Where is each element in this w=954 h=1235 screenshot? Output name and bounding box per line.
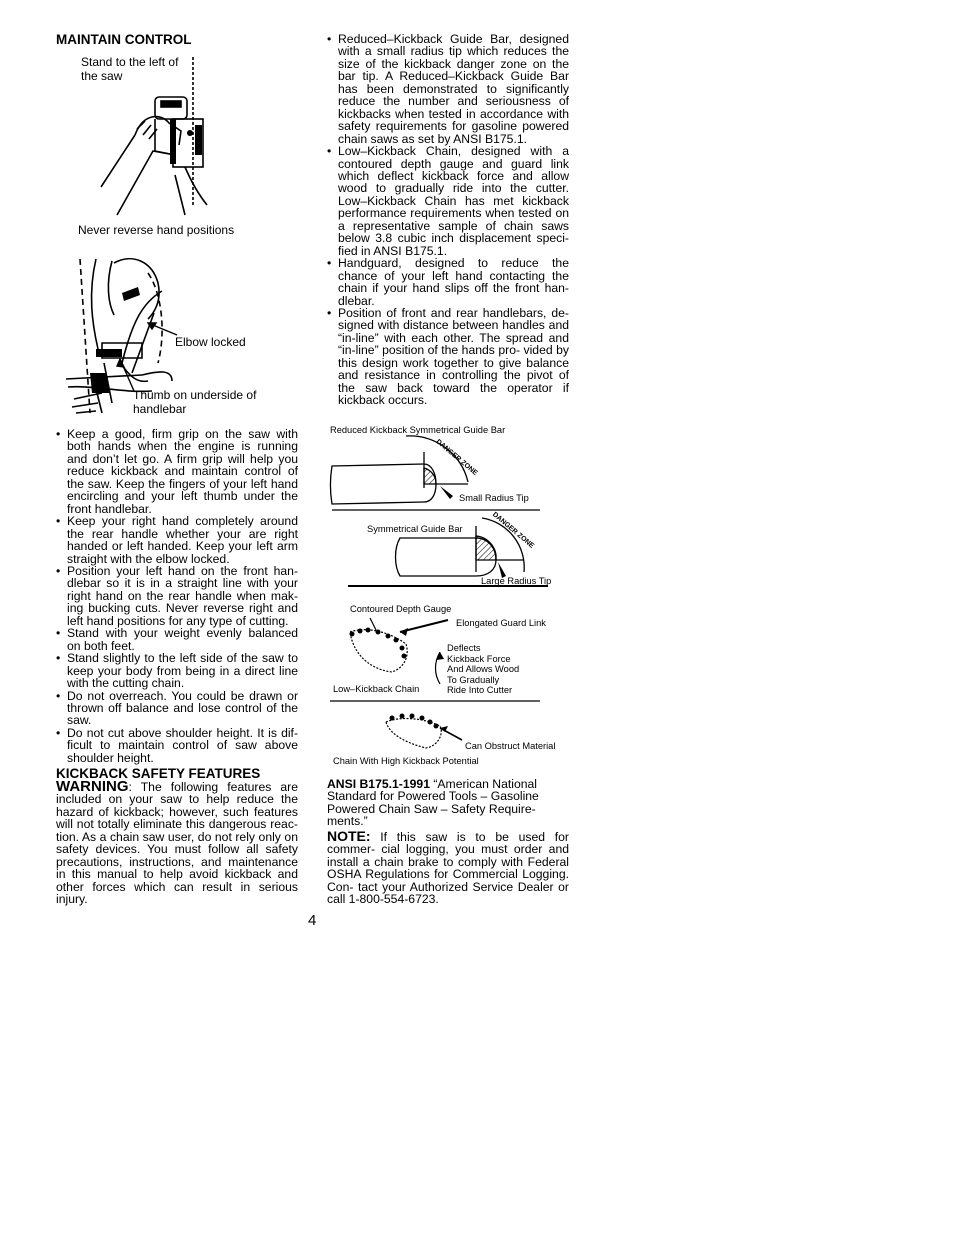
kickback-safety-section bbox=[56, 766, 298, 906]
list-item: • Low–Kickback Chain, designed with a contoured depth gauge and guard link which deflect kickback force and allow wood to gradually ride into the cutter. Low–Kickback Chain has met kickback performance requirements when tested on a representative sample of chain saws below 3.8 cubic inch displacement speci- fied in ANSI B175.1. bbox=[327, 145, 569, 257]
note-text: If this saw is to be used for commer- cial logging, you must order and install a chain brake to comply with Federal OSHA Regulations for Commercial Logging. Con- tact your Authorized Service Dealer or call 1-800-554-6723. bbox=[327, 830, 569, 907]
list-item: • Handguard, designed to reduce the chance of your left hand contacting the chain if your hand slips off the front han- dlebar. bbox=[327, 257, 569, 307]
deflects-line: And Allows Wood bbox=[447, 664, 520, 675]
ansi-paragraph bbox=[327, 778, 569, 828]
list-item: • Stand with your weight evenly balanced on both feet. bbox=[56, 627, 298, 652]
caption-thumb-line2: handlebar bbox=[133, 402, 187, 416]
note-label: NOTE: bbox=[327, 828, 371, 844]
illustration-stand-left-of-saw bbox=[95, 55, 225, 220]
maintain-control-heading: MAINTAIN CONTROL bbox=[56, 32, 192, 47]
deflects-line: Ride Into Cutter bbox=[447, 685, 513, 696]
label-large-radius-tip: Large Radius Tip bbox=[481, 576, 552, 586]
label-elongated-guard-link: Elongated Guard Link bbox=[456, 618, 546, 628]
warning-paragraph bbox=[56, 778, 298, 907]
label-high-kickback-chain: Chain With High Kickback Potential bbox=[333, 756, 479, 766]
list-item: • Keep a good, firm grip on the saw with both hands when the engine is running and don’t let go. A firm grip will help you reduce kickback and maintain control of the saw. Keep the fingers of your left hand encircling and your left thumb under the front handlebar. bbox=[56, 428, 298, 515]
label-contoured-depth-gauge: Contoured Depth Gauge bbox=[350, 604, 452, 614]
list-item: • Position your left hand on the front han- dlebar so it is in a straight line with your right hand on the rear handle when mak- ing bucking cuts. Never reverse right and left hand positions for any type of cutting. bbox=[56, 565, 298, 627]
kickback-features-list bbox=[327, 33, 569, 407]
danger-zone-label-top: DANGER ZONE bbox=[434, 438, 479, 478]
ansi-text: “American National Standard for Powered Tools – Gasoline Powered Chain Saw – Safety Require- ments.” bbox=[327, 777, 539, 829]
caption-never-reverse: Never reverse hand positions bbox=[78, 223, 235, 237]
warning-text: : The following features are included on your saw to help reduce the hazard of kickback; however, such features will not totally eliminate this dangerous reac- tion. As a chain saw user, do not rely only on safety devices. You must follow all safety precautions, instructions, and maintenance in this manual to help avoid kickback and other forces which can result in serious injury. bbox=[56, 780, 298, 907]
caption-stand-left-line1: Stand to the left of bbox=[81, 55, 179, 69]
warning-label: WARNING bbox=[56, 778, 129, 795]
label-deflects-kickback bbox=[447, 643, 519, 696]
label-low-kickback-chain: Low–Kickback Chain bbox=[333, 684, 420, 694]
page-number: 4 bbox=[308, 912, 317, 929]
deflects-line: Deflects bbox=[447, 643, 481, 653]
label-can-obstruct-material: Can Obstruct Material bbox=[465, 741, 556, 751]
list-item: • Stand slightly to the left side of the saw to keep your body from being in a direct line with the cutting chain. bbox=[56, 652, 298, 689]
caption-thumb-line1: Thumb on underside of bbox=[133, 388, 257, 402]
label-symmetrical-guide-bar: Symmetrical Guide Bar bbox=[367, 524, 463, 534]
label-reduced-kickback-bar: Reduced Kickback Symmetrical Guide Bar bbox=[330, 425, 506, 435]
list-item: • Reduced–Kickback Guide Bar, designed with a small radius tip which reduces the size of the kickback danger zone on the bar tip. A Reduced–Kickback Guide Bar has been demonstrated to significantly reduce the number and seriousness of kickbacks when tested in accordance with safety requirements for gasoline powered chain saws as set by ANSI B175.1. bbox=[327, 33, 569, 145]
note-paragraph bbox=[327, 830, 569, 906]
deflects-line: To Gradually bbox=[447, 674, 500, 685]
kickback-safety-heading: KICKBACK SAFETY FEATURES bbox=[56, 766, 261, 781]
caption-stand-left-line2: the saw bbox=[81, 69, 123, 83]
deflects-line: Kickback Force bbox=[447, 653, 511, 664]
list-item: • Keep your right hand completely around the rear handle whether your are right handed or left handed. Keep your left arm straight with the elbow locked. bbox=[56, 515, 298, 565]
danger-zone-label-bottom: DANGER ZONE bbox=[490, 511, 536, 550]
list-item: • Do not cut above shoulder height. It is dif- ficult to maintain control of saw above shoulder height. bbox=[56, 727, 298, 764]
illustration-guide-bars bbox=[328, 432, 568, 592]
maintain-control-list bbox=[56, 428, 298, 764]
ansi-label: ANSI B175.1-1991 bbox=[327, 777, 430, 791]
label-small-radius-tip: Small Radius Tip bbox=[459, 493, 529, 503]
list-item: • Position of front and rear handlebars, de- signed with distance between handles and “in-line” with each other. The spread and “in-line” position of the hands pro- vided by this design work together to give balance and resistance in controlling the pivot of the saw back toward the operator if kickback occurs. bbox=[327, 307, 569, 407]
caption-elbow-locked: Elbow locked bbox=[175, 335, 246, 349]
list-item: • Do not overreach. You could be drawn or thrown off balance and lose control of the saw. bbox=[56, 690, 298, 727]
